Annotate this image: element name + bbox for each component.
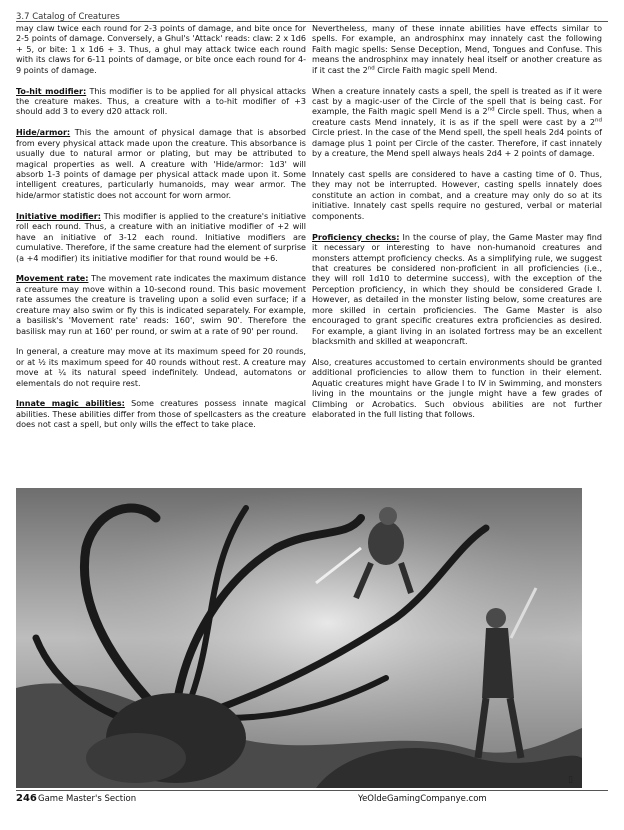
paragraph-proficiency bbox=[312, 233, 602, 348]
header-rule bbox=[16, 21, 608, 22]
text-to-hit: This modifier is to be applied for all physical attacks the creature makes. Thus, a creature with a to-hit modifier of +3 should add 3 to every d20 attack roll. bbox=[16, 86, 306, 117]
text-movement: The movement rate indicates the maximum distance a creature may move within a 10-second round. This basic movement rate assumes the creature is traveling upon a solid even surface; if a creature may also swim or fly this is indicated separately. For example, a basilisk's 'Movement rate' reads: 160', swim 90'. Therefore the basilisk may run at 160' per round, or swim at a rate of 90' per round. bbox=[16, 274, 306, 336]
term-hide-armor: Hide/armor: bbox=[16, 128, 71, 138]
artist-mark: ▯ bbox=[568, 775, 573, 785]
text-initiative: This modifier is applied to the creature's initiative roll each round. Thus, a creature with an initiative modifier of +2 will have an initiative of 3-12 each round. Initiative modifiers are cumulative. Therefore, if the same creature had the element of surprise (a +4 modifier) its initiative modifier for that round would be +6. bbox=[16, 211, 306, 263]
beast-head bbox=[86, 733, 186, 783]
paragraph-to-hit bbox=[16, 87, 306, 118]
term-initiative: Initiative modifier: bbox=[16, 211, 101, 221]
paragraph-innate-continued bbox=[312, 24, 602, 76]
superscript: nd bbox=[595, 117, 602, 124]
term-proficiency: Proficiency checks: bbox=[312, 232, 400, 242]
paragraph-movement bbox=[16, 274, 306, 337]
footer-rule bbox=[16, 790, 608, 791]
right-column bbox=[312, 24, 602, 431]
battle-illustration bbox=[16, 488, 582, 788]
paragraph-environment: Also, creatures accustomed to certain environments should be granted additional proficiencies to allow them to function in their element. Aquatic creatures might have Grade I to IV in Swimming, and monsters living in the mountains or the jungle might have a few grades of Climbing or Acrobatics. Such obvious abilities are not further elaborated in the full listing that follows. bbox=[312, 357, 602, 420]
paragraph-hide-armor bbox=[16, 128, 306, 201]
text-innate-continued: Nevertheless, many of these innate abilities have effects similar to spells. For example, an androsphinx may innately cast the following Faith magic spells: Sense Deception, Mend, Tongues and Confuse. This means the androsphinx may innately heal itself or another creature as if it cast the 2 bbox=[312, 24, 602, 75]
text-hide-armor: This the amount of physical damage that is absorbed from every physical attack made upon the creature. This absorbance is usually due to natural armor or plating, but may be attributed to magical properties as well. A creature with 'Hide/armor: 1d3' will absorb 1-3 points of damage per physical attack made upon it. Some intelligent creatures, particularly humanoids, may wear armor. The hide/armor statistic does not account for worn armor. bbox=[16, 128, 306, 200]
paragraph-innate bbox=[16, 399, 306, 430]
text-casting-b: Circle spell. Thus, when a creature casts Mend innately, it is as if the spell were cast by a 2 bbox=[312, 107, 603, 127]
term-movement: Movement rate: bbox=[16, 274, 89, 284]
footer-section: Game Master's Section bbox=[38, 794, 137, 804]
text-casting-c: Circle priest. In the case of the Mend spell, the spell heals 2d4 points of damage plus 1 point per Circle of the caster. Therefore, if cast innately by a creature, the Mend spell always heals 2d4 + 2 points of damage. bbox=[312, 128, 602, 159]
term-innate: Innate magic abilities: bbox=[16, 399, 125, 409]
superscript: nd bbox=[367, 65, 375, 72]
left-column bbox=[16, 24, 306, 441]
paragraph-innate-casting bbox=[312, 87, 602, 160]
section-header: 3.7 Catalog of Creatures bbox=[16, 12, 120, 22]
superscript: nd bbox=[487, 106, 495, 113]
text-casting-a: When a creature innately casts a spell, the spell is treated as if it were cast by a magic-user of the Circle of the spell that is being cast. For example, the Faith magic spell Mend is a 2 bbox=[312, 86, 602, 117]
term-to-hit: To-hit modifier: bbox=[16, 86, 87, 96]
text-proficiency: In the course of play, the Game Master may find it necessary or interesting to have non-humanoid creatures and monsters attempt proficiency checks. As a simplifying rule, we suggest that creatures be considered non-proficient in all proficiencies (i.e., they will roll 1d10 to determine success), with the exception of the Perception proficiency, in which they should be considered Grade I. However, as detailed in the monster listing below, some creatures are more skilled in certain proficiencies. The Game Master is also encouraged to grant specific creatures extra proficiencies as desired. For example, a giant living in an isolated fortress may be an excellent blacksmith and skilled at weaponcraft. bbox=[312, 232, 602, 347]
paragraph-initiative bbox=[16, 212, 306, 264]
illustration-svg bbox=[16, 488, 582, 788]
paragraph-casting-time: Innately cast spells are considered to have a casting time of 0. Thus, they may not be interrupted. However, casting spells innately does constitute an action in combat, and a creature may only do so at its initiative. Innately cast spells require no gestured, verbal or material components. bbox=[312, 170, 602, 221]
page-number: 246 bbox=[16, 793, 37, 804]
text-innate: Some creatures possess innate magical abilities. These abilities differ from those of spellcasters as the creature does not cast a spell, but only wills the effect to take place. bbox=[16, 399, 306, 430]
text-innate-continued-end: Circle Faith magic spell Mend. bbox=[374, 65, 498, 75]
paragraph-general-movement: In general, a creature may move at its maximum speed for 20 rounds, or at ½ its maximum speed for 40 rounds without rest. A creature may move at ¼ its natural speed indefinitely. Undead, automatons or elementals do not require rest. bbox=[16, 347, 306, 388]
paragraph-attack-continued: may claw twice each round for 2-3 points of damage, and bite once for 2-5 points of damage. Conversely, a Ghul's 'Attack' reads: claw: 2 x 1d6 + 5, or bite: 1 x 1d6 + 3. Thus, a ghul may attack twice each round with its claws for 6-11 points of damage, or bite once each round for 4-9 points of damage. bbox=[16, 24, 306, 75]
footer-url: YeOldeGamingCompanye.com bbox=[358, 794, 487, 804]
